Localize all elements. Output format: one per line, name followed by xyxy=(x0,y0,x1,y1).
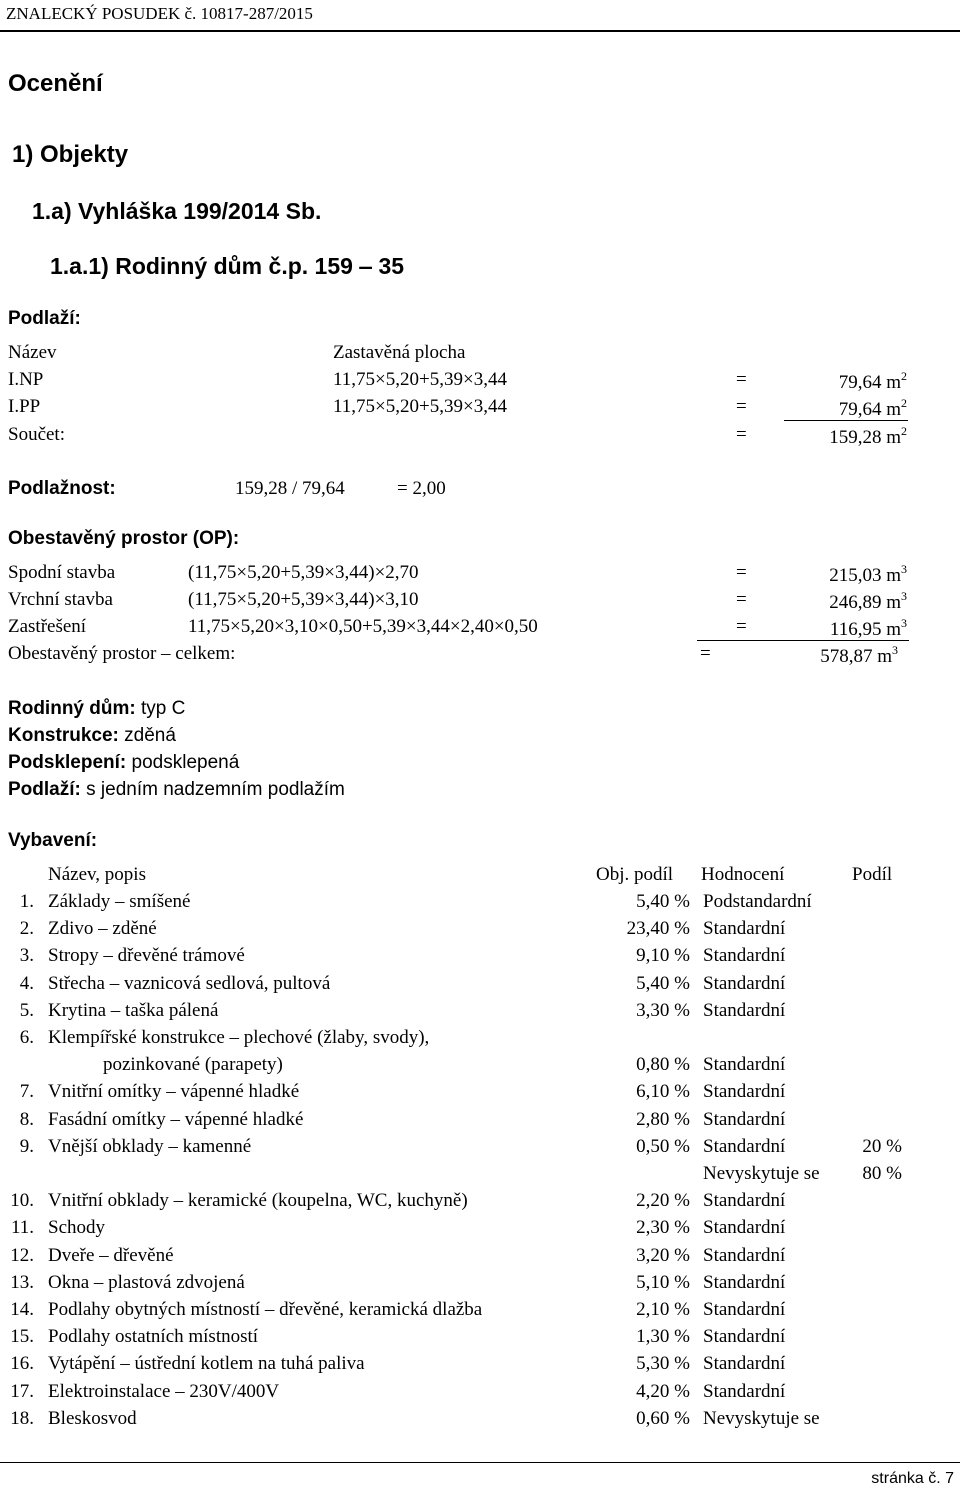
header-divider xyxy=(0,30,960,32)
op-row-eq: = xyxy=(736,589,747,610)
vybaveni-row-obj-podil: 5,10 % xyxy=(636,1272,690,1293)
vybaveni-row-name: Fasádní omítky ‒ vápenné hladké xyxy=(48,1109,304,1130)
vybaveni-row-number: 17. xyxy=(10,1381,34,1402)
vybaveni-row-name: Bleskosvod xyxy=(48,1408,137,1429)
vybaveni-row-obj-podil: 6,10 % xyxy=(636,1081,690,1102)
vybaveni-row-number: 13. xyxy=(10,1272,34,1293)
vybaveni-row-obj-podil: 3,30 % xyxy=(636,1000,690,1021)
vybaveni-row-hodnoceni: Nevyskytuje se xyxy=(703,1408,820,1429)
vybaveni-row-obj-podil: 2,10 % xyxy=(636,1299,690,1320)
vybaveni-row-number: 12. xyxy=(10,1245,34,1266)
op-label: Obestavěný prostor (OP): xyxy=(8,528,240,549)
vybaveni-row-name: Krytina ‒ taška pálená xyxy=(48,1000,219,1021)
vybaveni-row-name: Okna ‒ plastová zdvojená xyxy=(48,1272,245,1293)
vybaveni-row-hodnoceni: Standardní xyxy=(703,1000,786,1021)
vybaveni-row-name: Schody xyxy=(48,1217,105,1238)
op-row-name: Vrchní stavba xyxy=(8,589,113,610)
vybaveni-row-name: Elektroinstalace ‒ 230V/400V xyxy=(48,1381,280,1402)
vybaveni-row-obj-podil: 5,30 % xyxy=(636,1353,690,1374)
vybaveni-row-obj-podil: 4,20 % xyxy=(636,1381,690,1402)
info-value: typ C xyxy=(140,698,186,719)
info-podlazi xyxy=(8,779,345,801)
info-konstrukce xyxy=(8,725,176,747)
podlazi-sum-value xyxy=(829,424,907,449)
vybaveni-label: Vybavení: xyxy=(8,830,98,851)
vybaveni-row-hodnoceni: Standardní xyxy=(703,1054,786,1075)
value-text: 79,64 m xyxy=(838,399,901,420)
vybaveni-row-obj-podil: 23,40 % xyxy=(626,918,690,939)
op-total-underline xyxy=(697,640,909,641)
op-row-value xyxy=(830,616,907,641)
op-row-name: Zastřešení xyxy=(8,616,87,637)
unit-exponent: 3 xyxy=(892,643,898,657)
vybaveni-row-hodnoceni: Standardní xyxy=(703,918,786,939)
vybaveni-row-name: Vnitřní obklady ‒ keramické (koupelna, WC, kuchyně) xyxy=(48,1190,468,1211)
vybaveni-row-obj-podil: 0,50 % xyxy=(636,1136,690,1157)
vybaveni-row-number: 10. xyxy=(10,1190,34,1211)
op-row-formula: (11,75×5,20+5,39×3,44)×2,70 xyxy=(188,562,419,583)
vybaveni-row-hodnoceni: Standardní xyxy=(703,1381,786,1402)
podlazi-row-eq: = xyxy=(736,396,747,417)
vybaveni-row-number: 5. xyxy=(19,1000,34,1021)
vybaveni-row-number: 3. xyxy=(19,945,34,966)
vybaveni-row-hodnoceni: Nevyskytuje se xyxy=(703,1163,820,1184)
vybaveni-row-hodnoceni: Standardní xyxy=(703,1272,786,1293)
unit-exponent: 2 xyxy=(901,369,907,383)
op-row-formula: 11,75×5,20×3,10×0,50+5,39×3,44×2,40×0,50 xyxy=(188,616,538,637)
vybaveni-row-hodnoceni: Standardní xyxy=(703,1109,786,1130)
vybaveni-row-name: Stropy ‒ dřevěné trámové xyxy=(48,945,245,966)
vybaveni-row-obj-podil: 3,20 % xyxy=(636,1245,690,1266)
unit-exponent: 3 xyxy=(901,562,907,576)
podlazi-col-plocha: Zastavěná plocha xyxy=(333,342,466,363)
heading-objekty: 1) Objekty xyxy=(12,141,129,168)
value-text: 159,28 m xyxy=(829,427,901,448)
vybaveni-row-number: 8. xyxy=(19,1109,34,1130)
op-row-name: Spodní stavba xyxy=(8,562,116,583)
vybaveni-row-number: 14. xyxy=(10,1299,34,1320)
vybaveni-row-name: Podlahy obytných místností ‒ dřevěné, keramická dlažba xyxy=(48,1299,483,1320)
info-label: Podlaží: xyxy=(8,779,81,800)
podlazi-col-nazev: Název xyxy=(8,342,57,363)
vybaveni-row-number: 11. xyxy=(10,1217,34,1238)
footer-page-number: stránka č. 7 xyxy=(871,1470,954,1487)
vybaveni-row-number: 2. xyxy=(19,918,34,939)
value-text: 79,64 m xyxy=(838,372,901,393)
vybaveni-header-obj: Obj. podíl xyxy=(596,864,674,885)
vybaveni-row-name: Základy ‒ smíšené xyxy=(48,891,191,912)
unit-exponent: 3 xyxy=(901,589,907,603)
value-text: 246,89 m xyxy=(829,592,901,613)
vybaveni-row-hodnoceni: Standardní xyxy=(703,1299,786,1320)
info-typ xyxy=(8,698,185,720)
podlazi-row-value xyxy=(839,369,907,394)
vybaveni-row-obj-podil: 1,30 % xyxy=(636,1326,690,1347)
info-value: zděná xyxy=(124,725,176,746)
vybaveni-row-number: 6. xyxy=(19,1027,34,1048)
podlazi-row-name: I.PP xyxy=(8,396,41,417)
vybaveni-row-number: 15. xyxy=(10,1326,34,1347)
vybaveni-row-name: Zdivo ‒ zděné xyxy=(48,918,157,939)
vybaveni-header-name: Název, popis xyxy=(48,864,146,885)
info-podsklepeni xyxy=(8,752,239,774)
vybaveni-row-hodnoceni: Podstandardní xyxy=(703,891,812,912)
vybaveni-row-name: pozinkované (parapety) xyxy=(103,1054,283,1075)
podlazi-sum-eq: = xyxy=(736,424,747,445)
vybaveni-header-podil: Podíl xyxy=(852,864,893,885)
vybaveni-row-name: Vnější obklady ‒ kamenné xyxy=(48,1136,252,1157)
vybaveni-row-hodnoceni: Standardní xyxy=(703,945,786,966)
op-row-eq: = xyxy=(736,616,747,637)
podlazi-sum-label: Součet: xyxy=(8,424,65,445)
vybaveni-row-obj-podil: 2,30 % xyxy=(636,1217,690,1238)
vybaveni-row-hodnoceni: Standardní xyxy=(703,1326,786,1347)
vybaveni-row-name: Vnitřní omítky ‒ vápenné hladké xyxy=(48,1081,300,1102)
info-label: Rodinný dům: xyxy=(8,698,136,719)
op-total-eq: = xyxy=(700,643,711,664)
vybaveni-row-name: Klempířské konstrukce ‒ plechové (žlaby, svody), xyxy=(48,1027,430,1048)
heading-rodinny-dum: 1.a.1) Rodinný dům č.p. 159 ‒ 35 xyxy=(50,253,405,279)
vybaveni-row-name: Dveře ‒ dřevěné xyxy=(48,1245,174,1266)
vybaveni-row-hodnoceni: Standardní xyxy=(703,1217,786,1238)
op-total-label: Obestavěný prostor ‒ celkem: xyxy=(8,643,236,664)
podlaznost-label: Podlažnost: xyxy=(8,478,116,499)
info-label: Konstrukce: xyxy=(8,725,119,746)
heading-vyhlaska: 1.a) Vyhláška 199/2014 Sb. xyxy=(32,198,322,224)
unit-exponent: 3 xyxy=(901,616,907,630)
op-row-value xyxy=(829,562,907,587)
unit-exponent: 2 xyxy=(901,396,907,410)
vybaveni-row-obj-podil: 0,60 % xyxy=(636,1408,690,1429)
op-row-eq: = xyxy=(736,562,747,583)
footer-divider xyxy=(0,1462,960,1463)
op-row-formula: (11,75×5,20+5,39×3,44)×3,10 xyxy=(188,589,419,610)
podlazi-row-eq: = xyxy=(736,369,747,390)
podlaznost-formula: 159,28 / 79,64 xyxy=(235,478,345,499)
podlaznost-result: = 2,00 xyxy=(397,478,446,499)
vybaveni-row-hodnoceni: Standardní xyxy=(703,1190,786,1211)
value-text: 215,03 m xyxy=(829,565,901,586)
podlazi-row-name: I.NP xyxy=(8,369,44,390)
vybaveni-row-hodnoceni: Standardní xyxy=(703,1245,786,1266)
document-header-title: ZNALECKÝ POSUDEK č. 10817-287/2015 xyxy=(6,4,313,23)
vybaveni-row-number: 7. xyxy=(19,1081,34,1102)
info-label: Podsklepení: xyxy=(8,752,127,773)
heading-oceneni: Ocenění xyxy=(8,70,103,97)
vybaveni-row-obj-podil: 5,40 % xyxy=(636,891,690,912)
vybaveni-row-number: 16. xyxy=(10,1353,34,1374)
vybaveni-row-name: Střecha ‒ vaznicová sedlová, pultová xyxy=(48,973,331,994)
sum-underline xyxy=(784,420,908,421)
podlazi-row-formula: 11,75×5,20+5,39×3,44 xyxy=(333,369,507,390)
value-text: 116,95 m xyxy=(829,619,901,640)
unit-exponent: 2 xyxy=(901,424,907,438)
info-value: s jedním nadzemním podlažím xyxy=(86,779,345,800)
vybaveni-row-podil: 80 % xyxy=(862,1163,902,1184)
podlazi-row-formula: 11,75×5,20+5,39×3,44 xyxy=(333,396,507,417)
op-total-value xyxy=(820,643,898,668)
vybaveni-row-hodnoceni: Standardní xyxy=(703,973,786,994)
vybaveni-row-obj-podil: 2,20 % xyxy=(636,1190,690,1211)
vybaveni-row-obj-podil: 0,80 % xyxy=(636,1054,690,1075)
vybaveni-row-obj-podil: 2,80 % xyxy=(636,1109,690,1130)
vybaveni-row-podil: 20 % xyxy=(862,1136,902,1157)
podlazi-row-value xyxy=(839,396,907,421)
vybaveni-row-hodnoceni: Standardní xyxy=(703,1136,786,1157)
vybaveni-row-hodnoceni: Standardní xyxy=(703,1081,786,1102)
vybaveni-row-number: 18. xyxy=(10,1408,34,1429)
vybaveni-row-number: 4. xyxy=(19,973,34,994)
vybaveni-header-hodnoceni: Hodnocení xyxy=(701,864,785,885)
vybaveni-row-hodnoceni: Standardní xyxy=(703,1353,786,1374)
vybaveni-row-number: 9. xyxy=(19,1136,34,1157)
info-value: podsklepená xyxy=(131,752,240,773)
vybaveni-row-obj-podil: 5,40 % xyxy=(636,973,690,994)
vybaveni-row-number: 1. xyxy=(19,891,34,912)
podlazi-label: Podlaží: xyxy=(8,308,81,329)
value-text: 578,87 m xyxy=(820,646,892,667)
op-row-value xyxy=(829,589,907,614)
vybaveni-row-name: Podlahy ostatních místností xyxy=(48,1326,259,1347)
vybaveni-row-name: Vytápění ‒ ústřední kotlem na tuhá paliva xyxy=(48,1353,365,1374)
vybaveni-row-obj-podil: 9,10 % xyxy=(636,945,690,966)
